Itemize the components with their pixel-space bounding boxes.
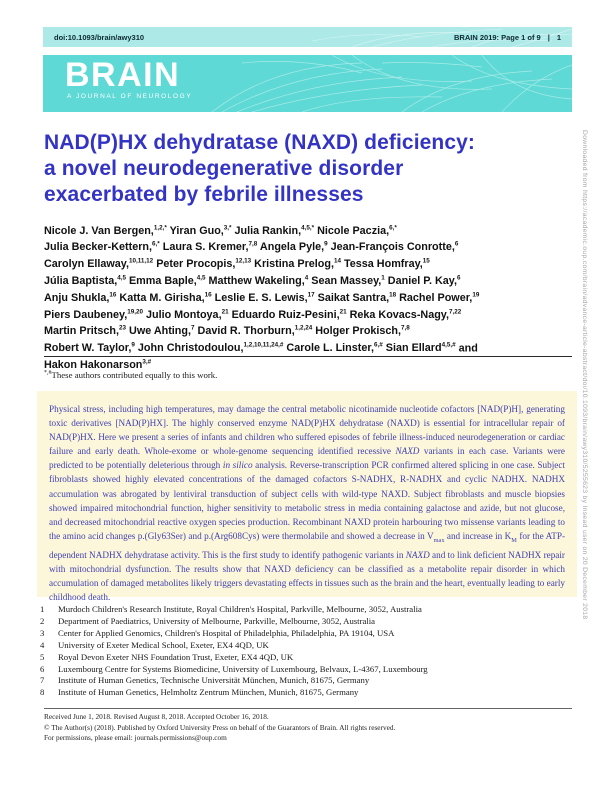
author-name: Rachel Power,$^{19}$ [399, 291, 480, 304]
author-affil-superscript: 23 [119, 324, 127, 332]
author-name: Tessa Homfray,$^{15}$ [343, 257, 430, 271]
abstract-segment: and to link deficient NADHX repair with mitochondrial dysfunction. The results show that NAXD deficiency can be classified as a metabolite repair disorder in which accumulation of damaged metabolites likely triggers devastating effects in tissues such as the brain and the heart, eventually leading to early childhood death. [49, 549, 565, 603]
author-name: Nicole Paczia,$^{6,*}$ [317, 224, 397, 237]
abstract-segment: for the ATP-dependent NADHX dehydratase activity. This is the first study to identify pathogenic variants in [49, 530, 565, 560]
affiliation-number: 4 [40, 639, 45, 650]
affiliation-row [40, 687, 572, 699]
footnote-symbols: *,# [44, 370, 52, 377]
affiliation-text: Royal Devon Exeter NHS Foundation Trust, Exeter, EX4 4QD, UK [58, 651, 294, 662]
author-affil-superscript: 19,20 [127, 307, 143, 315]
affiliation-number: 6 [40, 663, 45, 674]
abstract-segment: NAXD [395, 446, 420, 457]
affiliation-text: Department of Paediatrics, University of Melbourne, Parkville, Melbourne, 3052, Australia [58, 615, 376, 626]
author-name: John Christodoulou,$^{1,2,10,11,24,\#}$ [137, 341, 284, 355]
author-affil-superscript: 4,5 [117, 274, 126, 282]
author-affil-superscript: 9 [324, 240, 328, 248]
author-affil-superscript: 4,5,* [301, 224, 315, 231]
affiliation-number: 3 [40, 627, 45, 638]
article-title [44, 130, 564, 208]
abstract-segment: M [511, 536, 517, 544]
author-name: Angela Pyle,$^9$ [259, 240, 328, 254]
author-affil-superscript: 14 [333, 257, 341, 265]
footer-line: Received June 1, 2018. Revised August 8, 2018. Accepted October 16, 2018. [44, 712, 269, 721]
author-affil-superscript: 1,2,* [153, 224, 167, 231]
author-name: Peter Procopis,$^{12,13}$ [156, 257, 252, 271]
equal-contribution-note [44, 370, 217, 380]
author-name: Hakon Hakonarson$^{3,\#}$ [44, 358, 152, 371]
abstract-segment: in silico [222, 460, 253, 471]
author-line [44, 305, 572, 322]
author-affil-superscript: 10,11,12 [129, 257, 154, 265]
author-name: Uwe Ahting,$^7$ [129, 324, 195, 338]
affiliations-list [40, 604, 572, 699]
author-affil-superscript: 1,2,24 [294, 324, 313, 332]
affiliation-text: University of Exeter Medical School, Exeter, EX4 4QD, UK [58, 639, 269, 650]
author-name: Daniel P. Kay,$^6$ [387, 274, 461, 287]
affiliation-row [40, 616, 572, 628]
author-line [44, 221, 572, 238]
affiliation-row [40, 628, 572, 640]
author-name: Sian Ellard$^{4,5,\#}$ [385, 341, 456, 355]
affiliation-number: 7 [40, 675, 45, 686]
author-affil-superscript: 7,8 [401, 324, 410, 332]
author-name: Saikat Santra,$^{18}$ [317, 291, 397, 304]
affiliation-number: 5 [40, 651, 45, 662]
author-affil-superscript: 1 [381, 274, 385, 282]
author-line [44, 339, 572, 356]
abstract-segment: max [433, 536, 445, 544]
affiliation-text: Institute of Human Genetics, Helmholtz Zentrum München, Munich, 81675, Germany [58, 687, 359, 698]
title-line: NAD(P)HX dehydratase (NAXD) deficiency: [44, 131, 475, 154]
author-name: Sean Massey,$^1$ [311, 274, 385, 287]
author-name: Katta M. Girisha,$^{16}$ [119, 291, 212, 304]
abstract-segment: NAXD [405, 549, 430, 560]
author-affil-superscript: 21 [221, 307, 229, 315]
footer-line: © The Author(s) (2018). Published by Oxford University Press on behalf of the Guarantors of Brain. All rights reserved. [44, 722, 396, 732]
author-name: Matthew Wakeling,$^4$ [208, 274, 309, 287]
author-affil-superscript: 7,22 [449, 307, 462, 315]
author-affil-superscript: 12,13 [235, 257, 252, 265]
author-name: Laura S. Kremer,$^{7,8}$ [162, 240, 258, 254]
issue-info: BRAIN 2019: Page 1 of 9 [454, 32, 541, 42]
journal-tagline: A JOURNAL OF NEUROLOGY [67, 93, 193, 100]
author-affil-superscript: 6 [454, 240, 459, 248]
abstract-segment: Physical stress, including high temperatures, may damage the central metabolic nicotinamide nucleotide cofactors [NAD(P)H], generating toxic derivatives [NAD(P)HX]. The highly conserved enzyme NAD(P)HX dehydratase (NAXD) is essential for intracellular repair of NAD(P)HX. Here we present a series of infants and children who suffered episodes of febrile illness-induced neurodegeneration or cardiac failure and early death. Whole-exome or whole-genome sequencing identified recessive [49, 404, 565, 457]
affiliation-number: 8 [40, 687, 45, 698]
author-name: Julia Becker-Kettern,$^{6,*}$ [44, 240, 160, 254]
folio-number: 1 [556, 32, 561, 42]
affiliation-text: Institute of Human Genetics, Technische Universität München, Munich, 81675, Germany [58, 675, 370, 686]
author-line [44, 238, 572, 255]
author-name: Piers Daubeney,$^{19,20}$ [44, 307, 143, 321]
author-name: Kristina Prelog,$^{14}$ [254, 257, 341, 271]
download-notice: Downloaded from https://academic.oup.com/brain/advance-article-abstract/doi/10.1093/brain/awy310/5255623 by Insead user on 20 December 2018 [581, 130, 588, 620]
author-line [44, 255, 572, 272]
author-affil-superscript: 6,* [152, 240, 160, 248]
author-affil-superscript: 18 [389, 291, 397, 299]
author-affil-superscript: 4 [304, 274, 309, 282]
author-name: Yiran Guo,$^{3,*}$ [169, 224, 232, 237]
footer-text [44, 712, 572, 744]
affiliation-number: 1 [40, 604, 45, 614]
author-affil-superscript: 17 [307, 291, 315, 299]
affiliation-row [40, 652, 572, 664]
author-affil-superscript: 7 [191, 324, 195, 332]
doi-text: doi:10.1093/brain/awy310 [54, 32, 145, 42]
page-header-strip [43, 27, 572, 47]
affiliation-text: Luxembourg Centre for Systems Biomedicine, University of Luxembourg, Belvaux, L-4367, Luxembourg [58, 663, 428, 674]
author-affil-superscript: 4,5 [196, 274, 206, 282]
author-name: David R. Thorburn,$^{1,2,24}$ [197, 324, 313, 338]
author-list [44, 221, 572, 372]
title-line: exacerbated by febrile illnesses [44, 183, 364, 206]
affiliation-row [40, 675, 572, 687]
affiliation-row [40, 664, 572, 676]
author-name: Holger Prokisch,$^{7,8}$ [315, 324, 410, 338]
header-divider: | [547, 32, 550, 42]
footer-divider [44, 708, 572, 709]
author-name: and [458, 342, 478, 355]
footnote-divider [44, 356, 572, 357]
author-name: Nicole J. Van Bergen,$^{1,2,*}$ [44, 224, 167, 237]
abstract-segment: variants in each case. Variants were predicted to be potentially deleterious through [49, 446, 566, 471]
journal-banner [43, 55, 572, 112]
author-line [44, 322, 572, 339]
author-name: Jean-François Conrotte,$^6$ [330, 240, 459, 254]
author-affil-superscript: 6,* [389, 224, 397, 231]
author-line [44, 271, 572, 288]
author-affil-superscript: 16 [109, 291, 117, 299]
affiliation-number: 2 [40, 615, 45, 626]
author-name: Leslie E. S. Lewis,$^{17}$ [214, 291, 315, 304]
author-affil-superscript: 3,# [142, 358, 152, 366]
author-name: Emma Baple,$^{4,5}$ [128, 274, 206, 287]
author-name: Reka Kovacs-Nagy,$^{7,22}$ [349, 307, 462, 321]
title-line: a novel neurodegenerative disorder [44, 157, 404, 180]
author-affil-superscript: 15 [422, 257, 430, 265]
author-affil-superscript: 3,* [223, 224, 232, 231]
author-affil-superscript: 6 [457, 274, 461, 282]
affiliation-row [40, 604, 572, 616]
affiliation-text: Murdoch Children's Research Institute, Royal Children's Hospital, Parkville, Melbourne, 3052, Australia [58, 604, 422, 614]
author-affil-superscript: 9 [131, 341, 135, 349]
author-affil-superscript: 6,# [374, 341, 383, 349]
author-name: Robert W. Taylor,$^9$ [44, 341, 135, 355]
author-line [44, 288, 572, 305]
author-name: Eduardo Ruiz-Pesini,$^{21}$ [231, 307, 347, 321]
author-affil-superscript: 19 [472, 291, 480, 299]
author-affil-superscript: 16 [204, 291, 212, 299]
author-name: Carolyn Ellaway,$^{10,11,12}$ [44, 257, 154, 271]
abstract-box [37, 391, 577, 603]
author-name: Julio Montoya,$^{21}$ [145, 307, 229, 321]
footer-line: For permissions, please email: journals.permissions@oup.com [44, 733, 227, 743]
affiliation-row [40, 640, 572, 652]
author-affil-superscript: 1,2,10,11,24,# [243, 341, 284, 349]
author-affil-superscript: 21 [339, 307, 347, 315]
author-name: Júlia Baptista,$^{4,5}$ [44, 274, 126, 287]
footnote-text: These authors contributed equally to this work. [51, 370, 218, 380]
author-name: Carole L. Linster,$^{6,\#}$ [286, 341, 383, 355]
author-name: Julia Rankin,$^{4,5,*}$ [234, 224, 315, 237]
author-affil-superscript: 4,5,# [441, 341, 456, 349]
abstract-segment: and increase in K [444, 530, 512, 541]
author-name: Martin Pritsch,$^{23}$ [44, 324, 127, 338]
author-affil-superscript: 7,8 [248, 240, 258, 248]
abstract-segment: analysis. Reverse-transcription PCR confirmed altered splicing in one case. Subject fibroblasts showed highly elevated concentrations of the damaged cofactors S-NADHX, R-NADHX and cyclic NADHX. NADHX accumulation was abrogated by lentiviral transduction of subject cells with wild-type NAXD. Subject fibroblasts and muscle biopsies showed impaired mitochondrial function, higher sensitivity to metabolic stress in media containing galactose and azide, but not glucose, and decreased mitochondrial reactive oxygen species production. Recombinant NAXD protein harbouring two missense variants leading to the amino acid changes p.(Gly63Ser) and p.(Arg608Cys) were thermolabile and showed a decrease in V [49, 460, 565, 541]
brain-logo: BRAIN [65, 56, 181, 94]
author-name: Anju Shukla,$^{16}$ [44, 291, 117, 304]
affiliation-text: Center for Applied Genomics, Children's Hospital of Philadelphia, Philadelphia, PA 19104, USA [58, 627, 395, 638]
